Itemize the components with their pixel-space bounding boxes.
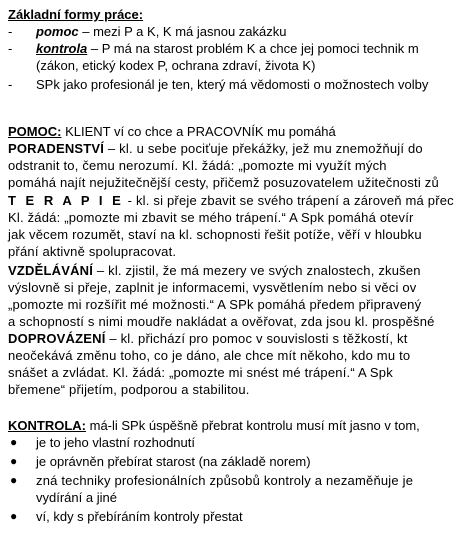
kontrola-bullet-4: ví, kdy s přebíráním kontroly přestat [36,509,243,524]
list-item-pomoc: pomoc – mezi P a K, K má jasnou zakázku [36,24,287,39]
poradenstvi-line1: PORADENSTVÍ – kl. u sebe pociťuje překážky, jež mu znemožňují do [8,141,423,156]
bullet-icon: ● [10,435,18,449]
terapie-line1: T E R A P I E - kl. si přeje zbavit se svého trápení a zároveň má přec [8,193,454,208]
bullet-icon: ● [10,509,18,523]
terapie-line4: přání aktivně spolupracovat. [8,244,177,259]
section-heading: Základní formy práce: [8,7,144,22]
vzdelavani-line2: výslovně si přeje, zaplnit je informacemi, vysvětlením nebo si věci ov [8,280,417,295]
list-item-kontrola: kontrola – P má na starost problém K a chce jej pomoci technik m [36,41,419,56]
doprovazeni-line4: břemene“ přijetím, podporou a stabilitou. [8,382,250,397]
kontrola-bullet-3: zná techniky profesionálních způsobů kontroly a nezaměňuje je [36,473,414,488]
vzdelavani-line1: VZDĚLÁVÁNÍ – kl. zjistil, že má mezery ve svých znalostech, zkušen [8,263,421,278]
dash-bullet: - [8,41,13,56]
bullet-icon: ● [10,454,18,468]
poradenstvi-line2: odstranit to, čemu nerozumí. Kl. žádá: „pomozte mi využít mých [8,158,387,173]
vzdelavani-line3: „pomozte mi rozšířit mé možnosti.“ A SPk pomáhá předem připravený [8,297,422,312]
kontrola-bullet-1: je to jeho vlastní rozhodnutí [36,435,195,450]
doprovazeni-line2: neočekává změnu toho, co je dáno, ale chce mít někoho, kdo mu to [8,348,411,363]
dash-bullet: - [8,77,13,92]
poradenstvi-line3: pomáhá najít nejužitečnější cesty, přičemž posuzovatelem užitečnosti zů [8,175,439,190]
bullet-icon: ● [10,473,18,487]
terapie-line2: Kl. žádá: „pomozte mi zbavit se mého trápení.“ A Spk pomáhá otevír [8,210,414,225]
list-item-spk: SPk jako profesionál je ten, který má vědomosti o možnostech volby [36,77,429,92]
vzdelavani-line4: a schopností s nimi moudře nakládat a ověřovat, zda jsou kl. prospěšné [8,314,435,329]
dash-bullet: - [8,24,13,39]
kontrola-bullet-2: je oprávněn přebírat starost (na základě norem) [36,454,311,469]
doprovazeni-line3: snášet a zvládat. Kl. žádá: „pomozte mi snést mé trápení.“ A Spk [8,365,393,380]
kontrola-bullet-3-line2: vydírání a jiné [36,490,117,505]
doprovazeni-line1: DOPROVÁZENÍ – kl. přichází pro pomoc v souvislosti s těžkostí, kt [8,331,408,346]
pomoc-heading: POMOC: KLIENT ví co chce a PRACOVNÍK mu pomáhá [8,124,336,139]
kontrola-heading: KONTROLA: má-li SPk úspěšně přebrat kontrolu musí mít jasno v tom, [8,418,420,433]
list-item-kontrola-line2: (zákon, etický kodex P, ochrana zdraví, života K) [36,58,316,73]
terapie-line3: jak věcem rozumět, staví na kl. schopnosti řešit potíže, věří v hloubku [8,227,422,242]
